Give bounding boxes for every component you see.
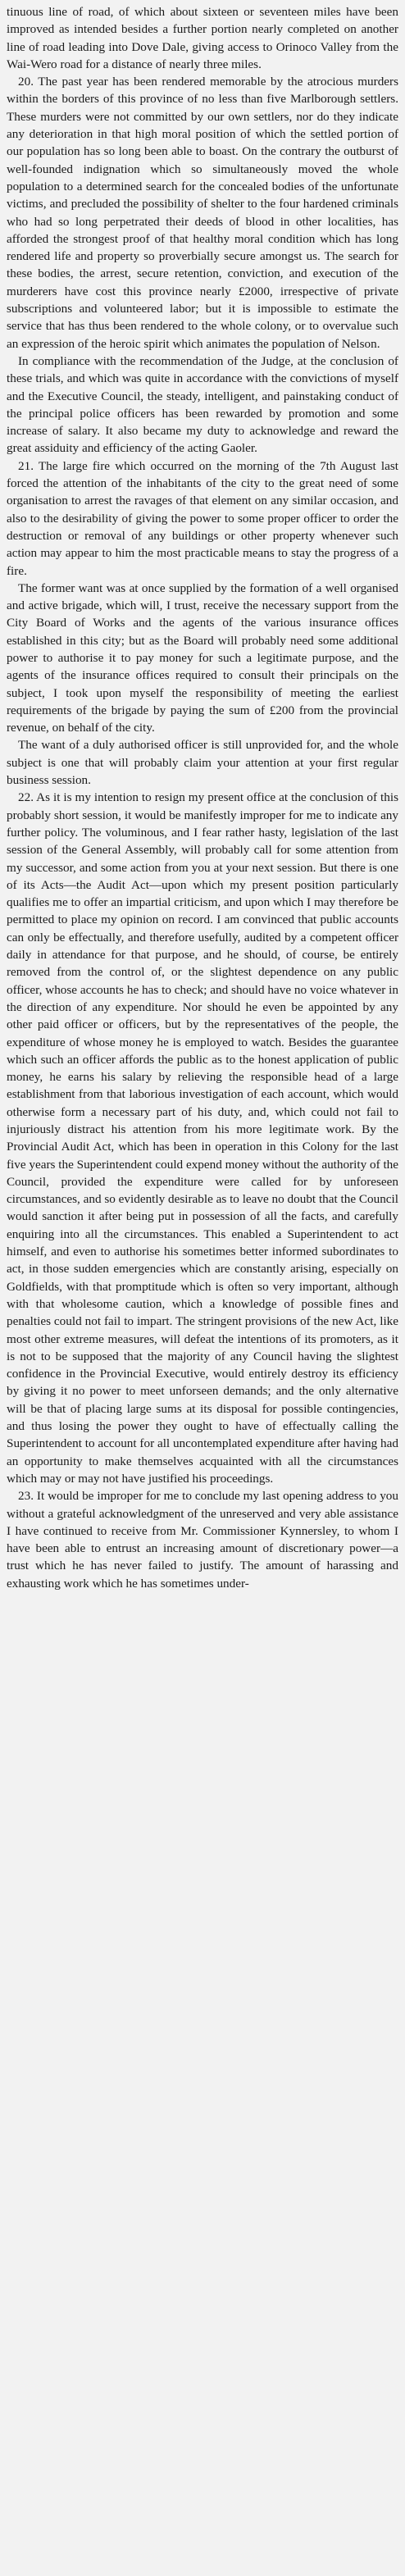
paragraph-20-murders: 20. The past year has been rendered memorable by the atrocious murders within the borders of this province of no less than five Marlborough settlers. These murders were not committed by our own settlers, nor do they indicate any deterioration in that high moral position of which the settled portion of our population has so long been able to boast. On the contrary the outburst of well-founded indignation which so simultaneously moved the whole population to a determined search for the concealed bodies of the unfortunate victims, and precluded the possibility of shelter to the four hardened criminals who had so long perpetrated their deeds of blood in other localities, has afforded the strongest proof of that healthy moral condition which has long rendered life and property so proverbially secure amongst us. The search for these bodies, the arrest, secure retention, conviction, and execution of the murderers have cost this province nearly £2000, irrespective of private subscriptions and volunteered labor; but it is impossible to estimate the service that has thus been rendered to the whole colony, or to overvalue such an expression of the heroic spirit which animates the population of Nelson.: [7, 75, 398, 351]
paragraph-23-acknowledgment: 23. It would be improper for me to conclude my last opening address to you without a grateful acknowledgment of the unreserved and very able assistance I have continued to receive from Mr. Commissioner Kynnersley, to whom I have been able to entrust an increasing amount of discretionary power—a trust which he has never failed to justify. The amount of harassing and exhausting work which he has sometimes under-: [7, 1489, 398, 1591]
paragraph-continuation: tinuous line of road, of which about sixteen or seventeen miles have been improved as intended besides a further portion nearly completed on another line of road leading into Dove Dale, giving access to Orinoco Valley from the Wai-Wero road for a distance of nearly three miles.: [7, 5, 398, 71]
paragraph-21-fire: 21. The large fire which occurred on the morning of the 7th August last forced the attention of the inhabitants of the city to the great need of some organisation to arrest the ravages of that element on any similar occasion, and also to the desirability of giving the power to some proper officer to order the destruction or removal of any buildings or other property whenever such action may appear to him the most practicable means to stay the progress of a fire.: [7, 458, 398, 578]
paragraph-22-audit-act: 22. As it is my intention to resign my present office at the conclusion of this probably short session, it would be manifestly improper for me to indicate any further policy. The voluminous, and I fear rather hasty, legislation of the last session of the General Assembly, will probably call for some attention from my successor, and some action from you at your next session. But there is one of its Acts—the Audit Act—upon which my present position particularly qualifies me to offer an impartial criticism, and upon which I may therefore be permitted to place my opinion on record. I am convinced that public accounts can only be effectually, and therefore usefully, audited by a competent officer daily in attendance for that purpose, and he should, of course, be entirely removed from the control of, or the slightest dependence on any public officer, whose accounts he has to check; and should have no voice whatever in the direction of any expenditure. Nor should he even be appointed by any other paid officer or officers, but by the representatives of the people, the expenditure of whose money he is employed to watch. Besides the guarantee which such an officer affords the public as to the honest application of public money, he earns his salary by relieving the responsible head of a large establishment from that laborious investigation of each account, which would otherwise form a necessary part of his duty, and, which could not fail to injuriously distract his attention from his more legitimate work. By the Provincial Audit Act, which has been in operation in this Colony for the last five years the Superintendent could expend money without the authority of the Council, provided the expenditure were called for by unforeseen circumstances, and so evidently desirable as to leave no doubt that the Council would sanction it after being put in possession of all the facts, and carefully enquiring into all the circumstances. This enabled a Superintendent to act himself, and even to authorise his sometimes better informed subordinates to act, in those sudden emergencies which are constantly arising, especially on Goldfields, with that promptitude which is often so very important, although with that wholesome caution, which a knowledge of possible fines and penalties could not fail to impart. The stringent provisions of the new Act, like most other extreme measures, will defeat the intentions of its promoters, as it is not to be supposed that the majority of any Council having the slightest confidence in the Provincial Executive, would entirely destroy its efficiency by giving it no power to meet unforseen demands; and the only alternative will be that of placing large sums at its disposal for possible contingencies, and thus losing the power they ought to have of effectually calling the Superintendent to account for all uncontemplated expenditure after having had an opportunity to make themselves acquainted with all the circumstances which may or may not have justified his proceedings.: [7, 790, 398, 1486]
paragraph-authorised-officer: The want of a duly authorised officer is still unprovided for, and the whole subject is one that will probably claim your attention at your first regular business session.: [7, 738, 398, 788]
paragraph-fire-brigade: The former want was at once supplied by the formation of a well organised and active brigade, which will, I trust, receive the necessary support from the City Board of Works and the agents of the various insurance offices established in this city; but as the Board will probably need some additional power to authorise it to pay money for such a legitimate purpose, and the agents of the insurance offices required to consult their principals on the subject, I took upon myself the responsibility of meeting the earliest requirements of the brigade by paying the sum of £200 from the provincial revenue, on behalf of the city.: [7, 580, 398, 735]
paragraph-police-reward: In compliance with the recommendation of the Judge, at the conclusion of these trials, and which was quite in accordance with the convictions of myself and the Executive Council, the steady, intelligent, and painstaking conduct of the principal police officers has been rewarded by promotion and some increase of salary. It also became my duty to acknowledge and reward the great assiduity and efficiency of the acting Gaoler.: [7, 353, 398, 456]
